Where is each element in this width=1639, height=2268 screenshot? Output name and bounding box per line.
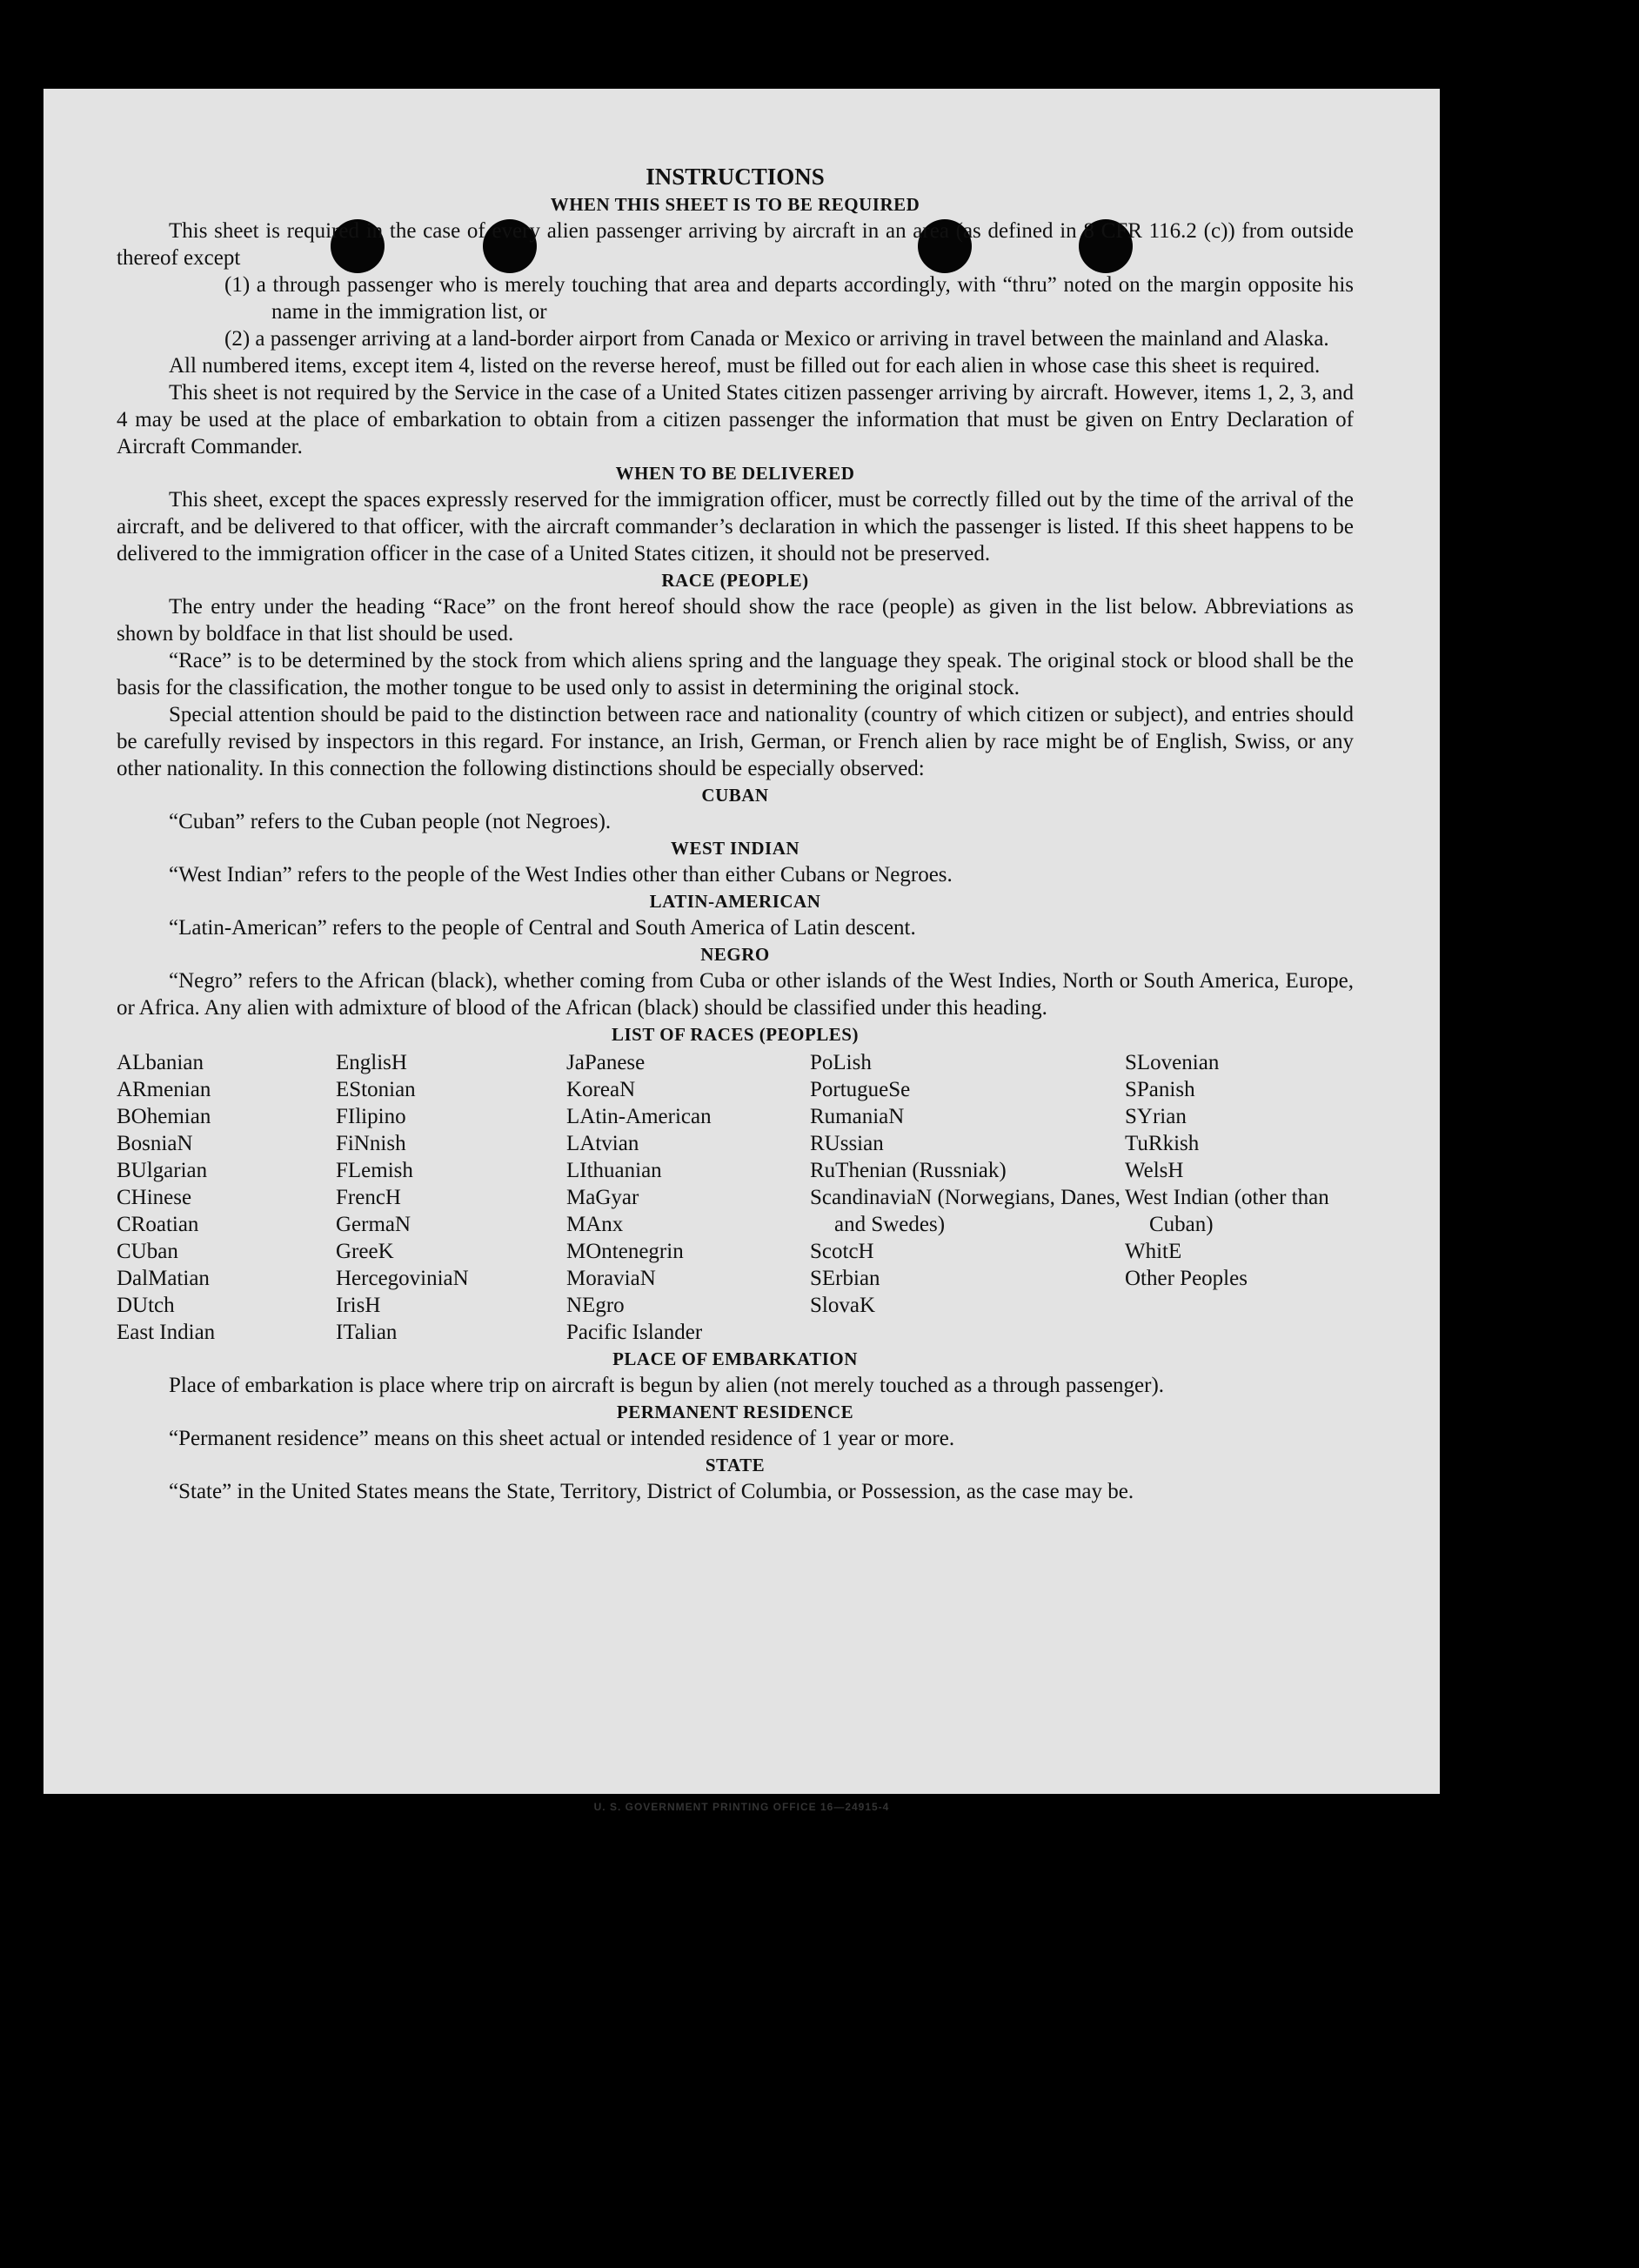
list-item: (1) a through passenger who is merely touching that area and departs accordingly, with “thru” noted on the margin opposite his name in the immigration list, or [224, 273, 1354, 324]
section-heading-residence: PERMANENT RESIDENCE [616, 1402, 854, 1422]
race-item: FrencH [336, 1186, 401, 1209]
paragraph: “Negro” refers to the African (black), whether coming from Cuba or other islands of the West Indies, North or South America, Europe, or Africa. Any alien with admixture of blood of the African (black) should be classified under this heading. [117, 969, 1354, 1020]
race-item: RUssian [810, 1132, 884, 1155]
race-item: GreeK [336, 1240, 394, 1263]
section-heading-required: WHEN THIS SHEET IS TO BE REQUIRED [550, 194, 920, 215]
race-item: ScandinaviaN (Norwegians, Danes, and Swedes) [810, 1186, 1121, 1236]
race-item: WhitE [1125, 1240, 1182, 1263]
race-item: FiNnish [336, 1132, 406, 1155]
race-item: SlovaK [810, 1294, 875, 1317]
race-item: ALbanian [117, 1051, 204, 1074]
race-item: SLovenian [1125, 1051, 1220, 1074]
race-item: EStonian [336, 1078, 416, 1101]
race-item: RumaniaN [810, 1105, 905, 1128]
race-item: MoraviaN [566, 1267, 656, 1290]
race-item: LAtvian [566, 1132, 639, 1155]
paragraph: This sheet is required in the case of every alien passenger arriving by aircraft in an area (as defined in 8 CFR 116.2 (c)) from outside thereof except [117, 219, 1354, 270]
race-item: KoreaN [566, 1078, 636, 1101]
race-item: BosniaN [117, 1132, 193, 1155]
race-item: ScotcH [810, 1240, 874, 1263]
paragraph: All numbered items, except item 4, listed on the reverse hereof, must be filled out for each alien in whose case this sheet is required. [169, 354, 1321, 378]
paragraph: Place of embarkation is place where trip on aircraft is begun by alien (not merely touched as a through passenger). [169, 1374, 1165, 1397]
race-item: IrisH [336, 1294, 381, 1317]
race-item: West Indian (other than Cuban) [1125, 1186, 1329, 1236]
section-heading-delivered: WHEN TO BE DELIVERED [615, 463, 855, 484]
race-item: CUban [117, 1240, 178, 1263]
races-column-5 [1125, 1049, 1354, 1346]
races-column-2 [336, 1049, 566, 1346]
race-item: JaPanese [566, 1051, 646, 1074]
race-item: CHinese [117, 1186, 192, 1209]
race-item: Other Peoples [1125, 1267, 1248, 1290]
race-item: TuRkish [1125, 1132, 1200, 1155]
section-heading-west-indian: WEST INDIAN [670, 838, 800, 859]
paragraph: “West Indian” refers to the people of the West Indies other than either Cubans or Negroes. [169, 863, 953, 886]
race-item: MaGyar [566, 1186, 639, 1209]
race-item: PortugueSe [810, 1078, 911, 1101]
races-column-4 [810, 1049, 1125, 1346]
printer-imprint: U. S. GOVERNMENT PRINTING OFFICE 16—24915-4 [593, 1801, 890, 1813]
list-item: (2) a passenger arriving at a land-border airport from Canada or Mexico or arriving in travel between the mainland and Alaska. [224, 327, 1329, 351]
paragraph: Special attention should be paid to the distinction between race and nationality (country of which citizen or subject), and entries should be carefully revised by inspectors in this regard. For instance, an Irish, German, or French alien by race might be of English, Swiss, or any other nationality. In this connection the following distinctions should be especially observed: [117, 703, 1354, 780]
race-item: GermaN [336, 1213, 411, 1236]
paragraph: “Cuban” refers to the Cuban people (not Negroes). [169, 810, 612, 833]
section-heading-latin-american: LATIN-AMERICAN [649, 891, 821, 912]
races-column-1 [117, 1049, 336, 1346]
race-item: MAnx [566, 1213, 624, 1236]
race-item: ITalian [336, 1321, 398, 1344]
race-item: BUlgarian [117, 1159, 208, 1182]
paragraph: “Permanent residence” means on this sheet actual or intended residence of 1 year or more. [169, 1427, 955, 1450]
section-heading-state: STATE [705, 1455, 766, 1475]
race-item: FLemish [336, 1159, 413, 1182]
paragraph: This sheet, except the spaces expressly reserved for the immigration officer, must be correctly filled out by the time of the arrival of the aircraft, and be delivered to that officer, with the aircraft commander’s declaration in which the passenger is listed. If this sheet happens to be delivered to the immigration officer in the case of a United States citizen, it should not be preserved. [117, 488, 1354, 565]
section-heading-race: RACE (PEOPLE) [661, 570, 809, 591]
race-item: HercegoviniaN [336, 1267, 469, 1290]
paragraph: “Latin-American” refers to the people of Central and South America of Latin descent. [169, 916, 916, 940]
race-item: LIthuanian [566, 1159, 662, 1182]
section-heading-cuban: CUBAN [701, 785, 769, 806]
paragraph: The entry under the heading “Race” on the front hereof should show the race (people) as given in the list below. Abbreviations as shown by boldface in that list should be used. [117, 595, 1354, 646]
section-heading-embarkation: PLACE OF EMBARKATION [612, 1348, 858, 1369]
race-item: Pacific Islander [566, 1321, 703, 1344]
race-item: NEgro [566, 1294, 625, 1317]
section-heading-races-list: LIST OF RACES (PEOPLES) [612, 1024, 859, 1045]
race-item: SYrian [1125, 1105, 1187, 1128]
race-item: SPanish [1125, 1078, 1195, 1101]
race-item: CRoatian [117, 1213, 199, 1236]
paragraph: “Race” is to be determined by the stock from which aliens spring and the language they speak. The original stock or blood shall be the basis for the classification, the mother tongue to be used only to assist in determining the original stock. [117, 649, 1354, 699]
race-item: BOhemian [117, 1105, 211, 1128]
race-item: MOntenegrin [566, 1240, 684, 1263]
race-item: DalMatian [117, 1267, 210, 1290]
paragraph: This sheet is not required by the Service in the case of a United States citizen passenger arriving by aircraft. However, items 1, 2, 3, and 4 may be used at the place of embarkation to obtain from a citizen passenger the information that must be given on Entry Declaration of Aircraft Commander. [117, 381, 1354, 458]
race-item: RuThenian (Russniak) [810, 1159, 1007, 1182]
paragraph: “State” in the United States means the State, Territory, District of Columbia, or Possession, as the case may be. [169, 1480, 1134, 1503]
race-item: ARmenian [117, 1078, 211, 1101]
race-item: LAtin-American [566, 1105, 712, 1128]
race-item: WelsH [1125, 1159, 1184, 1182]
race-item: SErbian [810, 1267, 880, 1290]
instructions-text [117, 162, 1354, 1505]
race-item: DUtch [117, 1294, 175, 1317]
document-sheet [43, 89, 1440, 1813]
section-heading-negro: NEGRO [700, 944, 770, 965]
page-title: INSTRUCTIONS [646, 164, 825, 190]
race-item: EnglisH [336, 1051, 407, 1074]
race-item: FIlipino [336, 1105, 406, 1128]
races-list [117, 1049, 1354, 1346]
race-item: East Indian [117, 1321, 216, 1344]
races-column-3 [566, 1049, 810, 1346]
race-item: PoLish [810, 1051, 872, 1074]
